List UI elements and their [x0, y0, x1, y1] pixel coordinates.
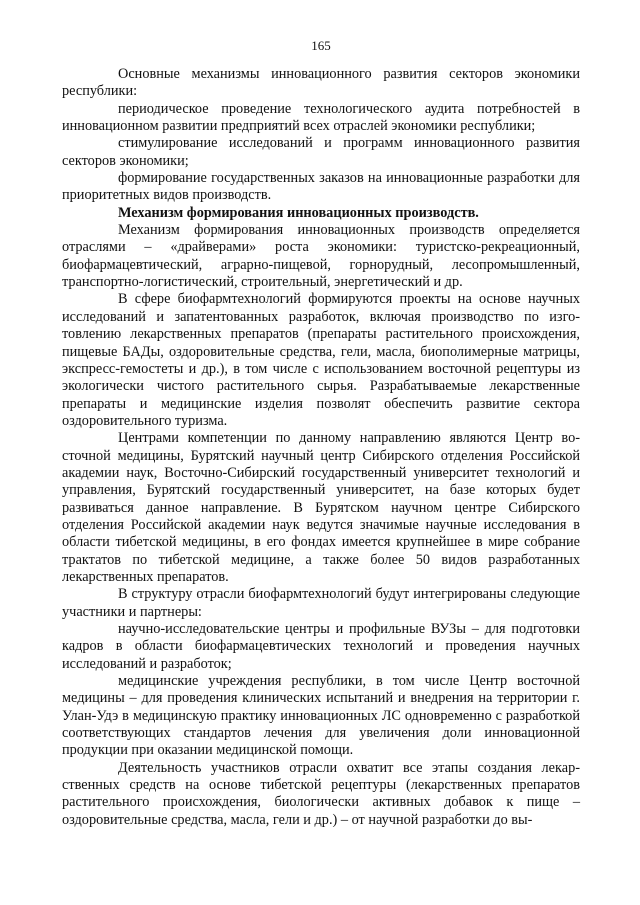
paragraph: периодическое проведение технологического аудита потребностей в инновационном развитии предприятий всех отраслей экономики республики; — [62, 100, 580, 135]
section-heading: Механизм формирования инновационных производств. — [118, 204, 479, 221]
paragraph: медицинские учреждения республики, в том числе Центр восточной медицины – для проведения клинических испытаний и внедрения на территории г. Улан-Удэ в медицинскую практику инновационных ЛС одновременно с разработкой соответствующих стандартов лечения для увеличения доли инновационной продукции при оказании медицинской помощи. — [62, 673, 580, 759]
paragraph: научно-исследовательские центры и профильные ВУЗы – для подготовки кадров в области биофармацевтических технологий и проведения научных исследований и разработок; — [62, 621, 580, 672]
paragraph: В структуру отрасли биофармтехнологий будут интегрированы следующие участники и партнеры: — [62, 586, 580, 620]
paragraph: Центрами компетенции по данному направлению являются Центр восточной медицины, Бурятский научный центр Сибирского отделения Российской академии наук, Восточно-Сибирский государственный университет технологий и управления, Бурятский государственный университет, на базе которых будет развиваться данное направление. В Бурятском научном центре Сибирского отделения Российской академии наук ведутся значимые научные исследования в области тибетской медицины, в его фондах имеется крупнейшее в мире собрание трактатов по тибетской медицине, а также более 50 видов разработанных лекарственных препаратов. — [62, 430, 580, 585]
paragraph: стимулирование исследований и программ инновационного развития секторов экономики; — [62, 135, 580, 169]
paragraph: Механизм формирования инновационных производств определяется отраслями – «драйверами» роста экономики: туристско-рекреационный, биофармацевтический, аграрно-пищевой, горнорудный, лесопромышленный, транспортно-логистический, строительный, энергетический и др. — [62, 222, 580, 291]
page-number: 165 — [311, 38, 331, 53]
paragraph: В сфере биофармтехнологий формируются проекты на основе научных исследований и запатентованных разработок, включая производство по изготовлению лекарственных препаратов (препараты растительного происхождения, пищевые БАДы, оздоровительные средства, гели, масла, биополимерные матрицы, экспресс-гемостеты и др.), в том числе с использованием восточной рецептуры из экологически чистого растительного сырья. Разрабатываемые лекарственные препараты и медицинские изделия позволят обеспечить развитие сектора оздоровительного туризма. — [62, 291, 580, 429]
paragraph: Основные механизмы инновационного развития секторов экономики республики: — [62, 66, 580, 100]
document-page — [62, 38, 580, 829]
paragraph: Деятельность участников отрасли охватит все этапы создания лекарственных средств на основе тибетской рецептуры (лекарственных препаратов растительного происхождения, биологически активных добавок к пище – оздоровительные средства, масла, гели и др.) – от научной разработки до вы- — [62, 759, 580, 828]
paragraph: формирование государственных заказов на инновационные разработки для приоритетных видов производств. — [62, 170, 580, 204]
